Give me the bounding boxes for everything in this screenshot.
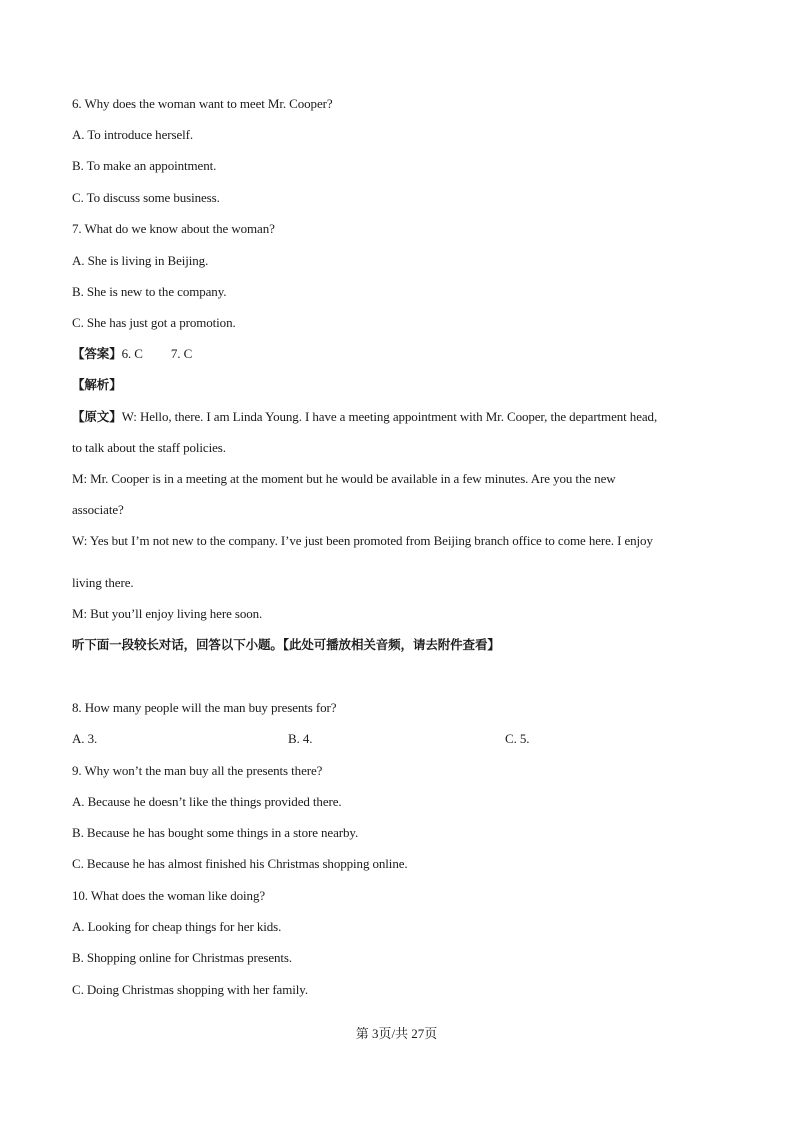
- transcript-line-3: W: Yes but I’m not new to the company. I’ve just been promoted from Beijing branch office to come here. I enjoy: [72, 533, 653, 548]
- q8-option-c: C. 5.: [505, 731, 530, 746]
- q10-option-a: A. Looking for cheap things for her kids.: [72, 919, 282, 934]
- answer-7: 7. C: [170, 346, 193, 361]
- listening-instruction: 听下面一段较长对话，回答以下小题。【此处可播放相关音频，请去附件查看】: [72, 637, 500, 652]
- transcript-line-4: M: But you’ll enjoy living here soon.: [72, 606, 263, 621]
- answer-tag: 【答案】: [72, 346, 122, 361]
- q9-option-a: A. Because he doesn’t like the things provided there.: [72, 794, 342, 809]
- q8-question: 8. How many people will the man buy presents for?: [72, 700, 337, 715]
- q9-option-c: C. Because he has almost finished his Christmas shopping online.: [72, 856, 408, 871]
- page-footer: 第 3页/共 27页: [355, 1026, 438, 1041]
- q6-option-c: C. To discuss some business.: [72, 190, 220, 205]
- q9-option-b: B. Because he has bought some things in a store nearby.: [72, 825, 359, 840]
- q6-question: 6. Why does the woman want to meet Mr. Cooper?: [72, 96, 333, 111]
- q10-question: 10. What does the woman like doing?: [72, 888, 266, 903]
- q10-option-c: C. Doing Christmas shopping with her family.: [72, 982, 308, 997]
- q7-option-c: C. She has just got a promotion.: [72, 315, 236, 330]
- q7-option-a: A. She is living in Beijing.: [72, 253, 209, 268]
- q7-option-b: B. She is new to the company.: [72, 284, 227, 299]
- transcript-tag: 【原文】: [72, 409, 122, 424]
- q8-option-b: B. 4.: [288, 731, 313, 746]
- transcript-text-1: W: Hello, there. I am Linda Young. I have a meeting appointment with Mr. Cooper, the department head,: [121, 409, 658, 424]
- q7-question: 7. What do we know about the woman?: [72, 221, 275, 236]
- transcript-line-2: M: Mr. Cooper is in a meeting at the moment but he would be available in a few minutes. Are you the new: [72, 471, 616, 486]
- q6-option-a: A. To introduce herself.: [72, 127, 193, 142]
- transcript-line-2b: associate?: [72, 502, 124, 517]
- q8-option-a: A. 3.: [72, 731, 98, 746]
- answer-6: 6. C: [121, 346, 143, 361]
- q8-options: [72, 731, 722, 747]
- transcript-line-3b: living there.: [72, 575, 134, 590]
- q9-question: 9. Why won’t the man buy all the presents there?: [72, 763, 323, 778]
- transcript-line-1b: to talk about the staff policies.: [72, 440, 226, 455]
- analysis-tag: 【解析】: [72, 377, 122, 392]
- transcript-line-1: [72, 409, 657, 425]
- answer-line: [72, 346, 192, 362]
- q6-option-b: B. To make an appointment.: [72, 158, 217, 173]
- q10-option-b: B. Shopping online for Christmas presents.: [72, 950, 293, 965]
